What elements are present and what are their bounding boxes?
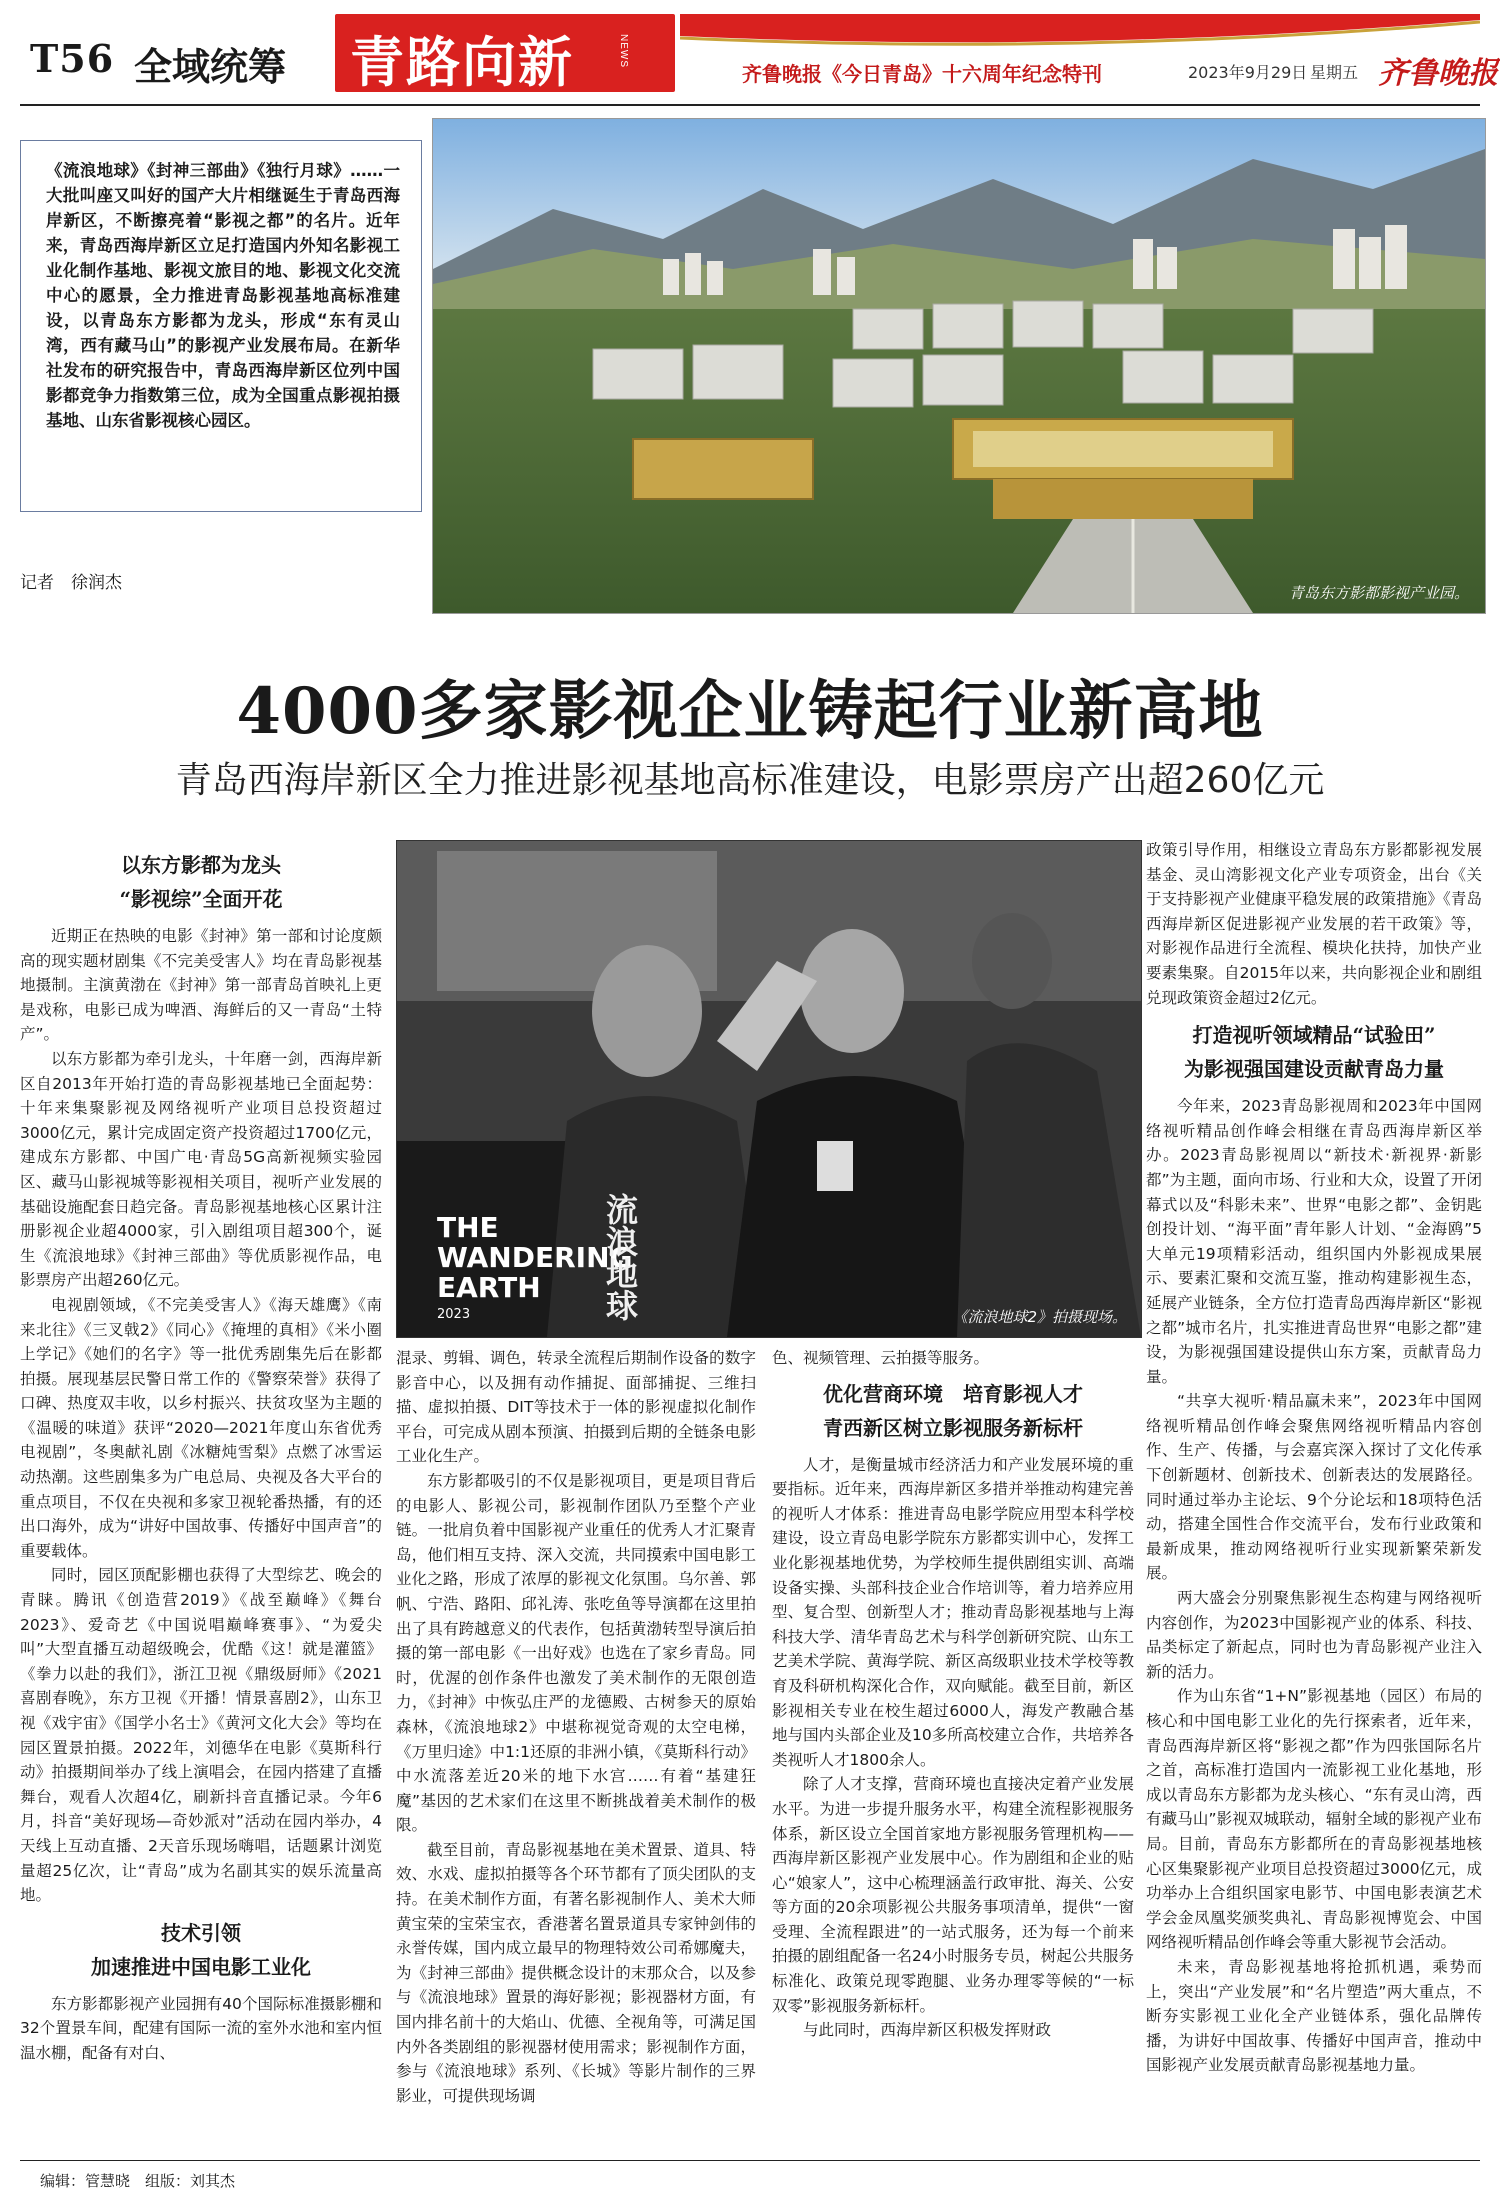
film-set-photo bbox=[396, 840, 1142, 1338]
issue-weekday: 星期五 bbox=[1310, 63, 1359, 82]
reporter-byline: 记者 徐润杰 bbox=[20, 573, 122, 593]
aerial-park-image bbox=[433, 119, 1485, 613]
paragraph: 两大盛会分别聚焦影视生态构建与网络视听内容创作，为2023中国影视产业的体系、科技、品类标定了新起点，同时也为青岛影视产业注入新的活力。 bbox=[1146, 1589, 1482, 1681]
paragraph: 同时，园区顶配影棚也获得了大型综艺、晚会的青睐。腾讯《创造营2019》《战至巅峰》《舞台2023》、爱奇艺《中国说唱巅峰赛事》、“为爱尖叫”大型直播互动超级晚会，优酷《这！就是灌篮》《拳力以赴的我们》，浙江卫视《鼎级厨师》《2021喜剧春晚》，东方卫视《开播！情景喜剧2》，山东卫视《戏宇宙》《国学小名士》《黄河文化大会》等均在园区置景拍摄。2022年，刘德华在电影《莫斯科行动》拍摄期间举办了线上演唱会，在园内搭建了直播舞台，观看人次超4亿，刷新抖音直播记录。今年6月，抖音“美好现场—奇妙派对”活动在园内举办，4天线上互动直播、2天音乐现场嗨唱，话题累计浏览量超25亿次，让“青岛”成为名副其实的娱乐流量高地。 bbox=[20, 1566, 382, 1905]
editor-credit: 编辑：管慧晓 组版：刘其杰 bbox=[40, 2172, 236, 2190]
paragraph: 今年来，2023青岛影视周和2023年中国网络视听精品创作峰会相继在青岛西海岸新区举办。2023青岛影视周以“新技术·新视界·新影都”为主题，面向市场、行业和大众，设置了开闭幕式以及“科影未来”、世界“电影之都”、金钥匙创投计划、“海平面”青年影人计划、“金海鸥”5大单元19项精彩活动，组织国内外影视成果展示、要素汇聚和交流互鉴，推动构建影视生态，延展产业链条，全方位打造青岛西海岸新区“影视之都”城市名片，扎实推进青岛世界“电影之都”建设，为影视强国建设提供山东方案，贡献青岛力量。 bbox=[1146, 1097, 1482, 1386]
paragraph: 电视剧领域，《不完美受害人》《海天雄鹰》《南来北往》《三叉戟2》《同心》《掩埋的真相》《米小圈上学记》《她们的名字》等一批优秀剧集先后在影都拍摄。展现基层民警日常工作的《警察荣誉》获得了口碑、热度双丰收，以乡村振兴、扶贫攻坚为主题的《温暖的味道》获评“2020—2021年度山东省优秀电视剧”，冬奥献礼剧《冰糖炖雪梨》点燃了冰雪运动热潮。这些剧集多为广电总局、央视及各大平台的重点项目，不仅在央视和多家卫视轮番热播，有的还出口海外，成为“讲好中国故事、传播好中国声音”的重要载体。 bbox=[20, 1295, 382, 1560]
hero-caption: 青岛东方影都影视产业园。 bbox=[1288, 584, 1469, 602]
red-ribbon-decoration bbox=[680, 14, 1480, 58]
brand-sub: NEWS bbox=[618, 34, 629, 68]
subtitle-1a: 以东方影都为龙头 bbox=[121, 853, 281, 877]
intro-text: 《流浪地球》《封神三部曲》《独行月球》……一大批叫座又叫好的国产大片相继诞生于青岛西海岸新区，不断擦亮着“影视之都”的名片。近年来，青岛西海岸新区立足打造国内外知名影视工业化制作基地、影视文旅目的地、影视文化交流中心的愿景，全力推进青岛影视基地高标准建设，以青岛东方影都为龙头，形成“东有灵山湾，西有藏马山”的影视产业发展布局。在新华社发布的研究报告中，青岛西海岸新区位列中国影都竞争力指数第三位，成为全国重点影视拍摄基地、山东省影视核心园区。 bbox=[46, 161, 400, 430]
column-1 bbox=[20, 848, 382, 2066]
paragraph: 以东方影都为牵引龙头，十年磨一剑，西海岸新区自2013年开始打造的青岛影视基地已全面起势：十年来集聚影视及网络视听产业项目总投资超过3000亿元，累计完成固定资产投资超过1700亿元，建成东方影都、中国广电·青岛5G高新视频实验园区、藏马山影视城等影视相关项目，视听产业发展的基础设施配套日趋完备。青岛影视基地核心区累计注册影视企业超4000家，引入剧组项目超300个，诞生《流浪地球》《封神三部曲》等优质影视作品，电影票房产出超260亿元。 bbox=[20, 1049, 382, 1290]
brand-title: 青路向新 bbox=[350, 31, 574, 94]
column-4 bbox=[1146, 838, 1482, 2078]
paragraph: 政策引导作用，相继设立青岛东方影都影视发展基金、灵山湾影视文化产业专项资金，出台《关于支持影视产业健康平稳发展的政策措施》《青岛西海岸新区促进影视产业发展的若干政策》等，对影视作品进行全流程、模块化扶持，加快产业要素集聚。自2015年以来，共向影视企业和剧组兑现政策资金超过2亿元。 bbox=[1146, 841, 1482, 1007]
paragraph: 混录、剪辑、调色，转录全流程后期制作设备的数字影音中心，以及拥有动作捕捉、面部捕捉、三维扫描、虚拟拍摄、DIT等技术于一体的影视虚拟化制作平台，可完成从剧本预演、拍摄到后期的全链条电影工业化生产。 bbox=[396, 1349, 756, 1466]
paragraph: 色、视频管理、云拍摄等服务。 bbox=[772, 1349, 990, 1367]
subtitle-3a: 优化营商环境 培育影视人才 bbox=[823, 1381, 1083, 1406]
subtitle-4b: 为影视强国建设贡献青岛力量 bbox=[1184, 1057, 1444, 1082]
subtitle-4a: 打造视听领域精品“试验田” bbox=[1192, 1023, 1436, 1048]
column-2 bbox=[396, 1346, 756, 2108]
newspaper-logo: 齐鲁晚报 bbox=[1378, 56, 1498, 91]
footer-rule bbox=[20, 2160, 1480, 2161]
poster-year: 2023 bbox=[437, 1307, 471, 1322]
paragraph: 东方影都影视产业园拥有40个国际标准摄影棚和32个置景车间，配建有国际一流的室外水池和室内恒温水棚，配备有对白、 bbox=[20, 1994, 382, 2062]
photo2-caption: 《流浪地球2》拍摄现场。 bbox=[952, 1308, 1127, 1326]
paragraph: 人才，是衡量城市经济活力和产业发展环境的重要指标。近年来，西海岸新区多措并举推动构建完善的视听人才体系：推进青岛电影学院应用型本科学校建设，设立青岛电影学院东方影都实训中心，发挥工业化影视基地优势，为学校师生提供剧组实训、高端设备实操、头部科技企业合作培训等，着力培养应用型、复合型、创新型人才；推动青岛影视基地与上海科技大学、清华青岛艺术与科学创新研究院、山东工艺美术学院、黄海学院、新区高级职业技术学校等教育及科研机构深化合作，双向赋能。截至目前，新区影视相关专业在校生超过6000人，海发产教融合基地与国内头部企业及10多所高校建立合作，共培养各类视听人才1800余人。 bbox=[772, 1455, 1134, 1769]
sub-headline: 青岛西海岸新区全力推进影视基地高标准建设，电影票房产出超260亿元 bbox=[175, 760, 1325, 801]
paragraph: 除了人才支撑，营商环境也直接决定着产业发展水平。为进一步提升服务水平，构建全流程影视服务体系，新区设立全国首家地方影视服务管理机构——西海岸新区影视产业发展中心。作为剧组和企业的贴心“娘家人”，这中心梳理涵盖行政审批、海关、公安等方面的20余项影视公共服务事项清单，提供“一窗受理、全流程跟进”的一站式服务，还为每一个前来拍摄的剧组配备一名24小时服务专员，树起公共服务标准化、政策兑现零跑腿、业务办理零等候的“一标双零”影视服务新标杆。 bbox=[772, 1775, 1134, 2015]
issue-date: 2023年9月29日 bbox=[1188, 63, 1308, 82]
paragraph: 截至目前，青岛影视基地在美术置景、道具、特效、水戏、虚拟拍摄等各个环节都有了顶尖团队的支持。在美术制作方面，有著名影视制作人、美术大师黄宝荣的宝荣宝衣，香港著名置景道具专家钟剑伟的永誉传媒，国内成立最早的物理特效公司希娜魔夫，为《封神三部曲》提供概念设计的末那众合，以及参与《流浪地球》置景的海好影视；影视器材方面，有国内排名前十的大焰山、优德、全视角等，可满足国内外各类剧组的影视器材使用需求；影视制作方面，参与《流浪地球》系列、《长城》等影片制作的三界影业，可提供现场调 bbox=[396, 1840, 756, 2105]
paragraph: 未来，青岛影视基地将抢抓机遇，乘势而上，突出“产业发展”和“名片塑造”两大重点，不断夯实影视工业化全产业链体系，强化品牌传播，为讲好中国故事、传播好中国声音，推动中国影视产业发展贡献青岛影视基地力量。 bbox=[1146, 1957, 1482, 2075]
paragraph: “共享大视听·精品赢未来”，2023年中国网络视听精品创作峰会聚焦网络视听精品内容创作、生产、传播，与会嘉宾深入探讨了文化传承下创新题材、创新技术、创新表达的发展路径。同时通过举办主论坛、9个分论坛和18项特色活动，搭建全国性合作交流平台，发布行业政策和最新成果，推动网络视听行业实现新繁荣新发展。 bbox=[1146, 1392, 1482, 1583]
header-rule bbox=[20, 104, 1480, 106]
subtitle-1b: “影视综”全面开花 bbox=[119, 887, 283, 911]
paragraph: 作为山东省“1+N”影视基地（园区）布局的核心和中国电影工业化的先行探索者，近年来，青岛西海岸新区将“影视之都”作为四张国际名片之首，高标准打造国内一流影视工业化基地，形成以青岛东方影都为龙头核心、“东有灵山湾，西有藏马山”影视双城联动，辐射全域的影视产业布局。目前，青岛东方影都所在的青岛影视基地核心区集聚影视产业项目总投资超过3000亿元，成功举办上合组织国家电影节、中国电影表演艺术学会金凤凰奖颁奖典礼、青岛影视博览会、中国网络视听精品创作峰会等重大影视节会活动。 bbox=[1146, 1687, 1482, 1952]
section-title: 全域统筹 bbox=[134, 45, 287, 89]
paragraph: 东方影都吸引的不仅是影视项目，更是项目背后的电影人、影视公司，影视制作团队乃至整个产业链。一批肩负着中国影视产业重任的优秀人才汇聚青岛，他们相互支持、深入交流，共同摸索中国电影工业化之路，形成了浓厚的影视文化氛围。乌尔善、郭帆、宁浩、路阳、邱礼涛、张吃鱼等导演都在这里拍出了具有跨越意义的代表作，包括黄渤转型导演后拍摄的第一部电影《一出好戏》也选在了家乡青岛。同时，优渥的创作条件也激发了美术制作的无限创造力，《封神》中恢弘庄严的龙德殿、古树参天的原始森林，《流浪地球2》中堪称视觉奇观的太空电梯，《万里归途》中1:1还原的非洲小镇，《莫斯科行动》中水流落差近20米的地下水宫……有着“基建狂魔”基因的艺术家们在这里不断挑战着美术制作的极限。 bbox=[396, 1471, 756, 1835]
subtitle-2b: 加速推进中国电影工业化 bbox=[91, 1954, 311, 1979]
paragraph: 与此同时，西海岸新区积极发挥财政 bbox=[803, 2021, 1052, 2040]
column-3 bbox=[772, 1346, 1134, 2043]
subtitle-3b: 青西新区树立影视服务新标杆 bbox=[823, 1415, 1083, 1440]
main-headline: 4000多家影视企业铸起行业新高地 bbox=[236, 674, 1264, 749]
poster-title-en: THE WANDERING EARTH bbox=[437, 1211, 633, 1304]
page-number: T56 bbox=[30, 36, 115, 81]
paragraph: 近期正在热映的电影《封神》第一部和讨论度颇高的现实题材剧集《不完美受害人》均在青岛影视基地摄制。主演黄渤在《封神》第一部青岛首映礼上更是戏称，电影已成为啤酒、海鲜后的又一青岛“土特产”。 bbox=[20, 927, 382, 1044]
poster-title-cn: 流浪地球 bbox=[601, 1193, 639, 1321]
hero-photo bbox=[432, 118, 1486, 614]
subtitle-2a: 技术引领 bbox=[161, 1920, 241, 1945]
special-edition-label: 齐鲁晚报《今日青岛》十六周年纪念特刊 bbox=[742, 62, 1102, 86]
